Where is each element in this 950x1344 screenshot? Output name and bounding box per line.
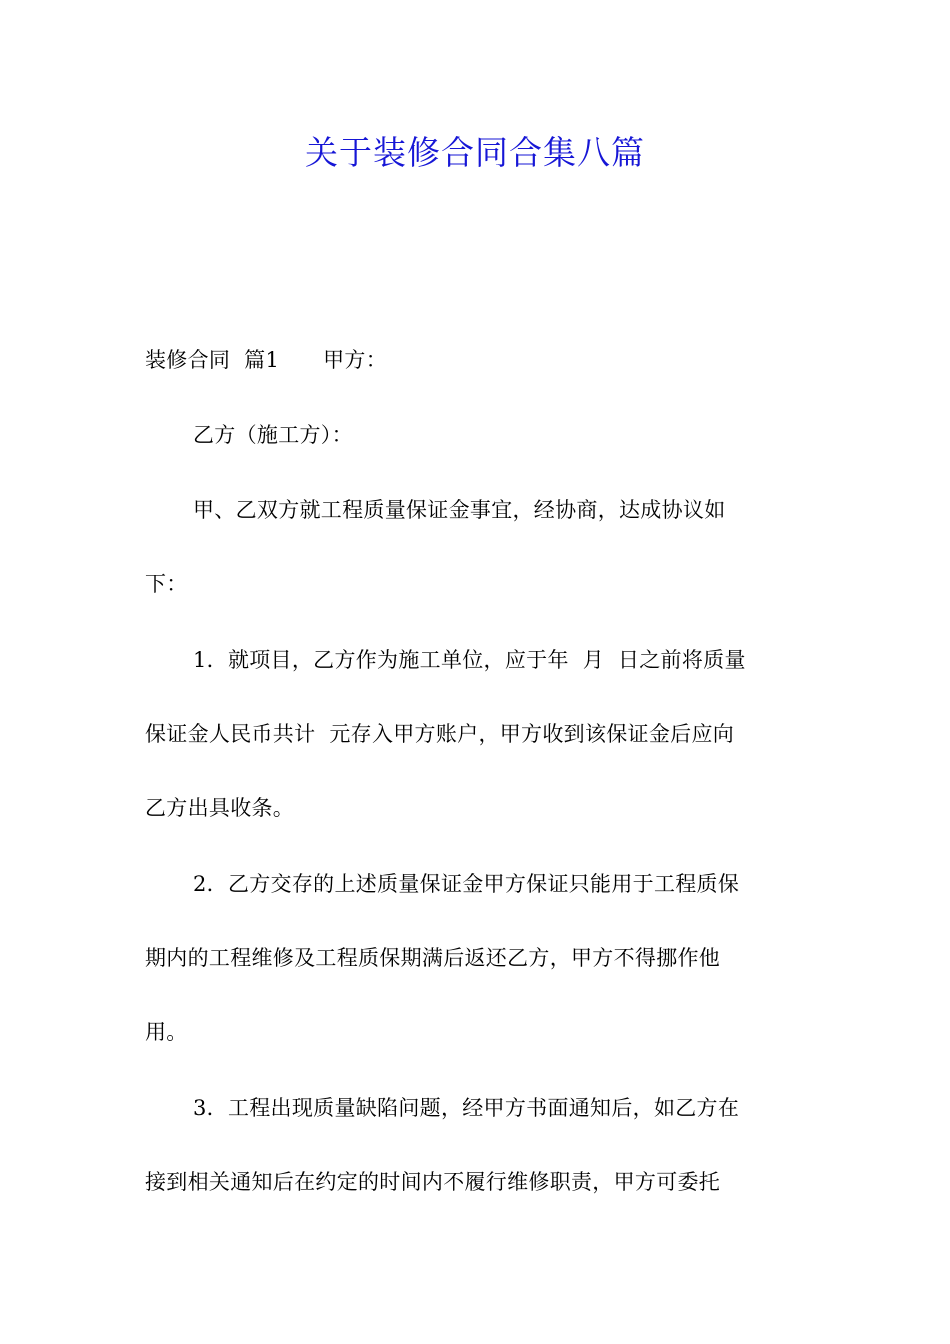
- paragraph-line: 接到相关通知后在约定的时间内不履行维修职责，甲方可委托: [145, 1170, 721, 1194]
- contract-heading-label: 装修合同 篇1: [145, 348, 280, 372]
- paragraph-line: 乙方（施工方）：: [193, 423, 353, 447]
- paragraph-line: 保证金人民币共计 元存入甲方账户，甲方收到该保证金后应向: [145, 722, 735, 746]
- paragraph-line: 下：: [145, 572, 188, 596]
- paragraph-line: 2．乙方交存的上述质量保证金甲方保证只能用于工程质保: [193, 872, 740, 896]
- contract-heading-line: [145, 345, 815, 375]
- paragraph-line: 甲、乙双方就工程质量保证金事宜，经协商，达成协议如: [193, 498, 726, 522]
- paragraph-line: 1．就项目，乙方作为施工单位，应于年 月 日之前将质量: [193, 648, 746, 672]
- paragraph-line: 乙方出具收条。: [145, 796, 295, 820]
- party-a-label: 甲方：: [323, 348, 388, 372]
- document-title: 关于装修合同合集八篇: [305, 133, 645, 172]
- paragraph-line: 期内的工程维修及工程质保期满后返还乙方，甲方不得挪作他: [145, 946, 721, 970]
- paragraph-line: 用。: [145, 1020, 188, 1044]
- paragraph-line: 3．工程出现质量缺陷问题，经甲方书面通知后，如乙方在: [193, 1096, 740, 1120]
